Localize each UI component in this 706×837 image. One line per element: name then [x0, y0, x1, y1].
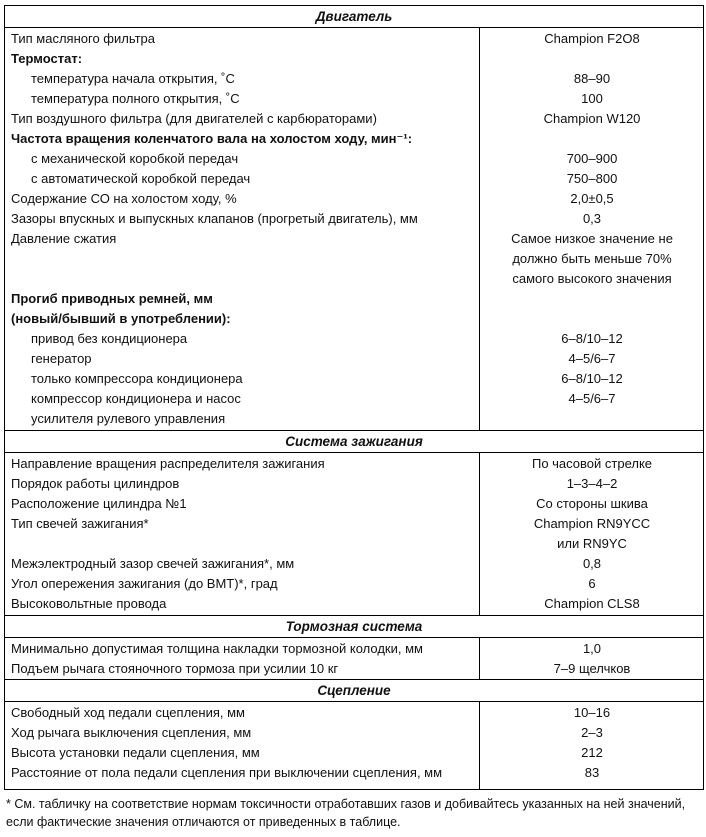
value-cell: 88–90: [573, 71, 611, 86]
param-cell: Тип воздушного фильтра (для двигателей с карбюраторами): [11, 111, 377, 126]
value-cell: 4–5/6–7: [568, 351, 616, 366]
value-cell: 100: [581, 91, 603, 106]
table-row: [5, 209, 703, 229]
table-row: [5, 349, 703, 369]
table-row: [5, 29, 703, 49]
table-row: [5, 703, 703, 723]
table-row: [5, 743, 703, 763]
value-cell: 6–8/10–12: [561, 331, 623, 346]
param-cell: Ход рычага выключения сцепления, мм: [11, 725, 252, 740]
table-row: [5, 369, 703, 389]
table-row: [5, 189, 703, 209]
value-cell: 4–5/6–7: [568, 391, 616, 406]
table-row: [5, 574, 703, 594]
table-row: [5, 389, 703, 409]
table-row: [5, 129, 703, 149]
value-cell: [481, 49, 703, 69]
section-body: [5, 638, 703, 679]
section-body: [5, 28, 703, 430]
param-cell: Минимально допустимая толщина накладки тормозной колодки, мм: [11, 641, 423, 656]
param-cell: [11, 269, 477, 289]
table-row: [5, 229, 703, 249]
value-cell: 6–8/10–12: [561, 371, 623, 386]
value-cell: 212: [581, 745, 603, 760]
value-cell: Со стороны шкива: [536, 496, 648, 511]
section-title: Система зажигания: [5, 431, 703, 453]
table-row: [5, 514, 703, 534]
param-cell: Расположение цилиндра №1: [11, 496, 187, 511]
table-row: [5, 89, 703, 109]
table-row: [5, 534, 703, 554]
section-body: [5, 453, 703, 615]
section-title: Двигатель: [5, 6, 703, 28]
footnote-line: * См. табличку на соответствие нормам токсичности отработавших газов и добивайтесь указанных на ней значений,: [6, 797, 686, 811]
param-cell: Тип масляного фильтра: [11, 31, 155, 46]
value-cell: 1–3–4–2: [566, 476, 618, 491]
footnote: [6, 795, 704, 831]
param-cell: [11, 534, 477, 554]
param-cell: Высота установки педали сцепления, мм: [11, 745, 260, 760]
table-row: [5, 329, 703, 349]
table-row: [5, 149, 703, 169]
value-cell: 10–16: [573, 705, 611, 720]
value-cell: должно быть меньше 70%: [512, 251, 672, 266]
param-cell: Межэлектродный зазор свечей зажигания*, мм: [11, 556, 295, 571]
value-cell: [481, 409, 703, 429]
section-ignition: [5, 431, 703, 615]
value-cell: самого высокого значения: [512, 271, 672, 286]
param-cell: Зазоры впускных и выпускных клапанов (прогретый двигатель), мм: [11, 211, 418, 226]
param-cell: Подъем рычага стояночного тормоза при усилии 10 кг: [11, 661, 339, 676]
table-row: [5, 763, 703, 783]
section-title: Тормозная система: [5, 616, 703, 638]
param-cell: Высоковольтные провода: [11, 596, 167, 611]
table-row: [5, 659, 703, 679]
value-cell: или RN9YC: [557, 536, 627, 551]
table-row: [5, 289, 703, 309]
param-cell: Порядок работы цилиндров: [11, 476, 180, 491]
param-cell: Содержание СО на холостом ходу, %: [11, 191, 237, 206]
table-row: [5, 454, 703, 474]
param-cell: Тип свечей зажигания*: [11, 516, 149, 531]
section-clutch: [5, 680, 703, 789]
param-cell: Угол опережения зажигания (до ВМТ)*, град: [11, 576, 278, 591]
value-cell: [481, 289, 703, 309]
param-cell: [11, 249, 477, 269]
section-engine: [5, 6, 703, 430]
param-cell: Термостат:: [11, 51, 83, 66]
table-row: [5, 639, 703, 659]
value-cell: Champion CLS8: [544, 596, 640, 611]
table-row: [5, 723, 703, 743]
section-body: [5, 702, 703, 789]
value-cell: [481, 309, 703, 329]
value-cell: 1,0: [582, 641, 602, 656]
value-cell: Самое низкое значение не: [511, 231, 673, 246]
param-cell: температура начала открытия, ˚С: [31, 71, 235, 86]
value-cell: [481, 129, 703, 149]
param-cell: с механической коробкой передач: [31, 151, 239, 166]
param-cell: (новый/бывший в употреблении):: [11, 311, 231, 326]
param-cell: только компрессора кондиционера: [31, 371, 243, 386]
param-cell: Частота вращения коленчатого вала на холостом ходу, мин⁻¹:: [11, 131, 413, 146]
param-cell: компрессор кондиционера и насос: [31, 391, 241, 406]
table-row: [5, 109, 703, 129]
value-cell: Champion F2O8: [544, 31, 640, 46]
table-row: [5, 269, 703, 289]
spec-table: [4, 5, 704, 790]
section-title: Сцепление: [5, 680, 703, 702]
value-cell: 83: [584, 765, 600, 780]
table-row: [5, 309, 703, 329]
param-cell: Давление сжатия: [11, 231, 117, 246]
value-cell: Champion W120: [543, 111, 641, 126]
value-cell: 0,8: [582, 556, 602, 571]
param-cell: Направление вращения распределителя зажигания: [11, 456, 325, 471]
value-cell: 6: [588, 576, 596, 591]
value-cell: 2–3: [581, 725, 603, 740]
param-cell: температура полного открытия, ˚С: [31, 91, 240, 106]
table-row: [5, 249, 703, 269]
value-cell: 750–800: [566, 171, 618, 186]
param-cell: генератор: [31, 351, 92, 366]
value-cell: Champion RN9YCC: [533, 516, 651, 531]
table-row: [5, 49, 703, 69]
value-cell: 7–9 щелчков: [553, 661, 631, 676]
table-row: [5, 594, 703, 614]
param-cell: Расстояние от пола педали сцепления при выключении сцепления, мм: [11, 765, 443, 780]
value-cell: 0,3: [582, 211, 602, 226]
table-row: [5, 474, 703, 494]
param-cell: с автоматической коробкой передач: [31, 171, 251, 186]
table-row: [5, 494, 703, 514]
param-cell: усилителя рулевого управления: [31, 411, 226, 426]
table-row: [5, 69, 703, 89]
table-row: [5, 554, 703, 574]
value-cell: 2,0±0,5: [570, 191, 614, 206]
param-cell: Свободный ход педали сцепления, мм: [11, 705, 245, 720]
param-cell: Прогиб приводных ремней, мм: [11, 291, 213, 306]
footnote-line: если фактические значения отличаются от приведенных в таблице.: [6, 815, 401, 829]
table-row: [5, 169, 703, 189]
section-brakes: [5, 616, 703, 679]
value-cell: По часовой стрелке: [531, 456, 653, 471]
table-row: [5, 409, 703, 429]
value-cell: 700–900: [566, 151, 618, 166]
param-cell: привод без кондиционера: [31, 331, 188, 346]
